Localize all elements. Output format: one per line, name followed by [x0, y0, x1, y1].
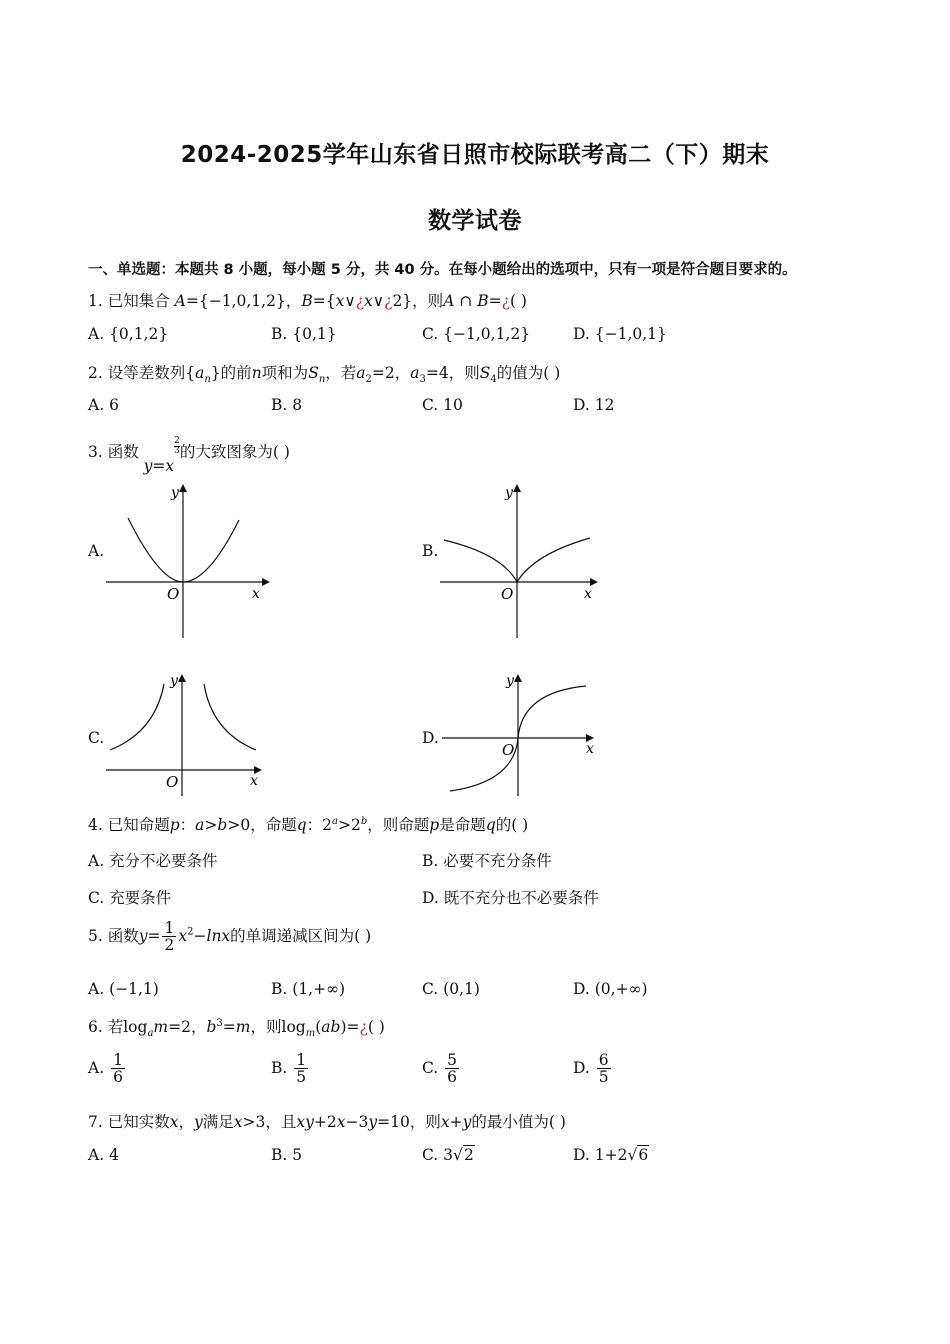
graph-d-origin: O	[502, 741, 515, 759]
graph-a-x-label: x	[252, 586, 260, 602]
q2-option-b[interactable]: B. 8	[271, 396, 303, 414]
graph-b-y-label: y	[505, 485, 513, 501]
q5-option-c[interactable]: C. (0,1)	[422, 980, 480, 998]
graph-d-y-label: y	[506, 673, 514, 689]
graph-a-origin: O	[167, 585, 180, 603]
question-4: 4. 已知命题p：a>b>0，命题q：$2^a>2^b$，则命题p是命题q的( )	[88, 815, 529, 834]
q2-option-a[interactable]: A. 6	[88, 396, 119, 414]
q7-option-d[interactable]: D. 1+2√6	[573, 1146, 649, 1164]
page-subtitle: 数学试卷	[428, 208, 522, 234]
q7-option-b[interactable]: B. 5	[271, 1146, 303, 1164]
section-heading: 一、单选题：本题共 8 小题，每小题 5 分，共 40 分。在每小题给出的选项中，只有一项是符合题目要求的。	[88, 262, 797, 278]
q4-option-b[interactable]: B. 必要不充分条件	[422, 852, 552, 870]
graph-c-origin: O	[166, 773, 179, 791]
graph-c-y-label: y	[170, 673, 178, 689]
graph-c	[100, 670, 270, 800]
graph-b	[434, 482, 604, 642]
q1-stem: 1. 已知集合	[88, 292, 170, 310]
graph-a-label[interactable]: A.	[88, 542, 105, 560]
q6-option-d[interactable]: D. $\frac{6}{5}$	[573, 1051, 609, 1087]
q2-option-c[interactable]: C. 10	[422, 396, 463, 414]
q4-option-d[interactable]: D. 既不充分也不必要条件	[422, 889, 599, 907]
question-6: 6. 若$\log_am=2$，$b^3=m$，则$\log_m(ab)=¿$( )	[88, 1017, 385, 1040]
question-3: 3. 函数 y=x $\frac{2}{3}$的大致图象为( )	[88, 436, 290, 475]
q7-option-c[interactable]: C. 3√2	[422, 1146, 474, 1164]
q5-option-b[interactable]: B. (1,+∞)	[271, 980, 346, 998]
q1-option-c[interactable]: C. {−1,0,1,2}	[422, 325, 531, 343]
graph-a	[100, 482, 270, 642]
graph-d-x-label: x	[586, 741, 594, 757]
q4-option-c[interactable]: C. 充要条件	[88, 889, 172, 907]
question-5: 5. 函数y= $\frac{1}{2}$ $x^2-\ln x$的单调递减区间为( )	[88, 919, 372, 955]
graph-d	[434, 670, 604, 800]
graph-c-label[interactable]: C.	[88, 729, 105, 747]
q1-option-a[interactable]: A. {0,1,2}	[88, 325, 169, 343]
graph-a-y-label: y	[171, 485, 179, 501]
graph-b-label[interactable]: B.	[422, 542, 439, 560]
graph-b-x-label: x	[584, 586, 592, 602]
graph-d-label[interactable]: D.	[422, 729, 439, 747]
q1-set-a: A	[174, 292, 186, 310]
q2-option-d[interactable]: D. 12	[573, 396, 615, 414]
q5-option-d[interactable]: D. (0,+∞)	[573, 980, 648, 998]
q6-option-c[interactable]: C. $\frac{5}{6}$	[422, 1051, 458, 1087]
graph-b-origin: O	[501, 585, 514, 603]
q1-option-d[interactable]: D. {−1,0,1}	[573, 325, 667, 343]
q7-option-a[interactable]: A. 4	[88, 1146, 119, 1164]
q1-option-b[interactable]: B. {0,1}	[271, 325, 337, 343]
question-7: 7. 已知实数x，y满足x>3，且xy+2x−3y=10，则x+y的最小值为( )	[88, 1113, 566, 1131]
question-2: 2. 设等差数列$\{a_n\}$的前n项和为$S_n$，若$a_2=2$，$a_3=4$，则$S_4$的值为( )	[88, 364, 561, 386]
q4-option-a[interactable]: A. 充分不必要条件	[88, 852, 218, 870]
question-1: 1. 已知集合 A={−1,0,1,2}，B={x∨¿x∨¿2}，则A ∩ B=¿( )	[88, 292, 527, 310]
q6-option-b[interactable]: B. $\frac{1}{5}$	[271, 1051, 307, 1087]
graph-c-x-label: x	[250, 773, 258, 789]
q5-option-a[interactable]: A. (−1,1)	[88, 980, 159, 998]
q6-option-a[interactable]: A. $\frac{1}{6}$	[88, 1051, 123, 1087]
page-title: 2024-2025学年山东省日照市校际联考高二（下）期末	[180, 142, 770, 168]
